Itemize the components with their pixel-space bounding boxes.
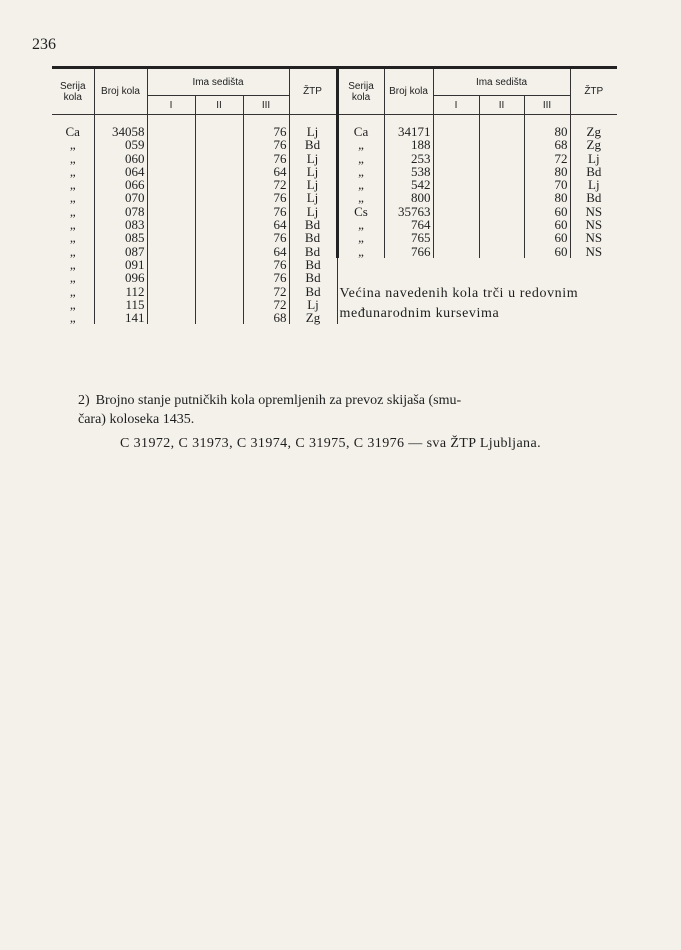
table-row	[52, 205, 617, 218]
right-class-ii-cell	[479, 191, 524, 204]
table-row	[52, 231, 617, 244]
left-ztp-cell: Bd	[289, 231, 337, 244]
left-ztp-cell: Bd	[289, 271, 337, 284]
left-broj-cell: 34058	[94, 125, 147, 138]
right-class-i-cell	[433, 191, 479, 204]
left-broj-cell: 087	[94, 245, 147, 258]
rolling-stock-table	[52, 66, 617, 324]
left-class-ii-cell	[195, 298, 243, 311]
left-serija-cell: „	[69, 217, 76, 233]
left-class-ii-cell	[195, 191, 243, 204]
right-serija-cell: „	[337, 245, 384, 258]
left-broj-cell: 064	[94, 165, 147, 178]
page-number: 236	[32, 36, 56, 53]
right-class-ii-cell	[479, 125, 524, 138]
left-ztp-cell: Lj	[289, 298, 337, 311]
spacer-cell	[479, 115, 524, 126]
right-ztp-cell: Zg	[570, 138, 617, 151]
right-class-iii-cell: 72	[524, 152, 570, 165]
left-class-iii-cell: 76	[243, 138, 289, 151]
left-serija-cell: „	[69, 283, 76, 299]
paragraph-skiers-cars	[78, 391, 618, 429]
header-ima-sedista-left: Ima sedišta	[147, 68, 289, 96]
right-serija-cell: „	[337, 178, 384, 191]
left-serija-cell: „	[69, 203, 76, 219]
right-class-i-cell	[433, 152, 479, 165]
right-ztp-cell: NS	[570, 218, 617, 231]
right-ztp-cell: NS	[570, 245, 617, 258]
left-ztp-cell: Zg	[289, 311, 337, 324]
left-serija-cell: „	[69, 243, 76, 259]
left-class-ii-cell	[195, 152, 243, 165]
left-class-i-cell	[147, 218, 195, 231]
left-broj-cell: 112	[94, 285, 147, 298]
right-serija-cell: „	[337, 218, 384, 231]
left-class-i-cell	[147, 271, 195, 284]
table-row	[52, 191, 617, 204]
left-serija-cell: „	[69, 270, 76, 286]
left-class-i-cell	[147, 231, 195, 244]
header-ztp-right: ŽTP	[570, 68, 617, 115]
right-broj-cell: 34171	[384, 125, 433, 138]
left-ztp-cell: Bd	[289, 245, 337, 258]
header-class-ii-right: II	[479, 96, 524, 115]
left-class-i-cell	[147, 245, 195, 258]
table-row	[52, 178, 617, 191]
spacer-cell	[195, 115, 243, 126]
header-serija-left: Serija kola	[52, 68, 94, 115]
header-class-iii-right: III	[524, 96, 570, 115]
right-serija-cell: „	[337, 165, 384, 178]
right-broj-cell: 800	[384, 191, 433, 204]
left-broj-cell: 059	[94, 138, 147, 151]
right-ztp-cell: Bd	[570, 165, 617, 178]
header-broj-right: Broj kola	[384, 68, 433, 115]
left-class-i-cell	[147, 258, 195, 271]
left-class-iii-cell: 76	[243, 125, 289, 138]
left-broj-cell: 083	[94, 218, 147, 231]
left-ztp-cell: Lj	[289, 152, 337, 165]
left-class-iii-cell: 76	[243, 231, 289, 244]
left-class-ii-cell	[195, 311, 243, 324]
right-class-i-cell	[433, 218, 479, 231]
left-serija-cell: „	[69, 150, 76, 166]
left-broj-cell: 085	[94, 231, 147, 244]
table-row	[52, 218, 617, 231]
left-serija-cell: „	[69, 230, 76, 246]
left-serija-cell: „	[69, 310, 76, 326]
left-class-i-cell	[147, 191, 195, 204]
right-broj-cell: 542	[384, 178, 433, 191]
header-class-i-left: I	[147, 96, 195, 115]
left-class-iii-cell: 76	[243, 191, 289, 204]
left-ztp-cell: Bd	[289, 138, 337, 151]
left-serija-cell: Ca	[65, 124, 80, 139]
right-serija-cell: „	[337, 138, 384, 151]
right-class-i-cell	[433, 125, 479, 138]
right-class-iii-cell: 60	[524, 231, 570, 244]
left-broj-cell: 078	[94, 205, 147, 218]
note-cell	[337, 258, 617, 324]
right-class-ii-cell	[479, 165, 524, 178]
left-ztp-cell: Lj	[289, 165, 337, 178]
right-serija-cell: Cs	[337, 205, 384, 218]
table-row	[52, 152, 617, 165]
left-ztp-cell: Bd	[289, 218, 337, 231]
left-class-ii-cell	[195, 165, 243, 178]
left-ztp-cell: Lj	[289, 125, 337, 138]
left-broj-cell: 070	[94, 191, 147, 204]
spacer-cell	[433, 115, 479, 126]
left-class-i-cell	[147, 298, 195, 311]
left-class-iii-cell: 64	[243, 218, 289, 231]
left-ztp-cell: Lj	[289, 178, 337, 191]
right-class-iii-cell: 60	[524, 245, 570, 258]
right-broj-cell: 253	[384, 152, 433, 165]
table-row	[52, 138, 617, 151]
left-class-ii-cell	[195, 258, 243, 271]
left-class-ii-cell	[195, 125, 243, 138]
left-class-i-cell	[147, 165, 195, 178]
right-class-ii-cell	[479, 231, 524, 244]
right-class-ii-cell	[479, 138, 524, 151]
right-ztp-cell: Zg	[570, 125, 617, 138]
right-class-iii-cell: 80	[524, 165, 570, 178]
table-body	[52, 115, 617, 325]
left-ztp-cell: Lj	[289, 191, 337, 204]
header-ztp-left: ŽTP	[289, 68, 337, 115]
left-ztp-cell: Bd	[289, 285, 337, 298]
right-class-iii-cell: 70	[524, 178, 570, 191]
left-serija-cell: „	[69, 190, 76, 206]
right-class-i-cell	[433, 231, 479, 244]
left-class-i-cell	[147, 125, 195, 138]
header-class-i-right: I	[433, 96, 479, 115]
header-class-ii-left: II	[195, 96, 243, 115]
right-class-i-cell	[433, 245, 479, 258]
right-class-ii-cell	[479, 218, 524, 231]
header-ima-sedista-right: Ima sedišta	[433, 68, 570, 96]
header-serija-right: Serija kola	[337, 68, 384, 115]
right-broj-cell: 764	[384, 218, 433, 231]
left-serija-cell: „	[69, 177, 76, 193]
left-class-iii-cell: 72	[243, 285, 289, 298]
right-serija-cell: Ca	[337, 125, 384, 138]
table-row	[52, 125, 617, 138]
left-broj-cell: 141	[94, 311, 147, 324]
right-class-ii-cell	[479, 245, 524, 258]
left-class-i-cell	[147, 138, 195, 151]
left-class-iii-cell: 72	[243, 298, 289, 311]
right-ztp-cell: Lj	[570, 178, 617, 191]
left-class-ii-cell	[195, 285, 243, 298]
left-serija-cell: „	[69, 296, 76, 312]
skier-car-list: C 31972, C 31973, C 31974, C 31975, C 31976 — sva ŽTP Ljubljana.	[120, 436, 541, 451]
left-broj-cell: 091	[94, 258, 147, 271]
left-class-i-cell	[147, 311, 195, 324]
left-class-ii-cell	[195, 231, 243, 244]
left-broj-cell: 060	[94, 152, 147, 165]
right-ztp-cell: Bd	[570, 191, 617, 204]
table-row	[52, 165, 617, 178]
right-broj-cell: 538	[384, 165, 433, 178]
left-class-ii-cell	[195, 178, 243, 191]
right-serija-cell: „	[337, 191, 384, 204]
left-class-ii-cell	[195, 245, 243, 258]
table-row	[52, 258, 617, 271]
left-class-iii-cell: 68	[243, 311, 289, 324]
left-class-iii-cell: 72	[243, 178, 289, 191]
paragraph-number: 2)	[78, 393, 90, 408]
left-class-iii-cell: 64	[243, 245, 289, 258]
left-class-i-cell	[147, 205, 195, 218]
left-class-iii-cell: 76	[243, 271, 289, 284]
right-class-iii-cell: 68	[524, 138, 570, 151]
left-class-ii-cell	[195, 138, 243, 151]
right-class-iii-cell: 80	[524, 191, 570, 204]
header-class-iii-left: III	[243, 96, 289, 115]
left-class-i-cell	[147, 285, 195, 298]
left-class-ii-cell	[195, 271, 243, 284]
left-serija-cell: „	[69, 137, 76, 153]
right-class-i-cell	[433, 205, 479, 218]
rolling-stock-table-wrap	[52, 66, 617, 324]
right-class-i-cell	[433, 165, 479, 178]
left-ztp-cell: Bd	[289, 258, 337, 271]
left-ztp-cell: Lj	[289, 205, 337, 218]
left-class-ii-cell	[195, 218, 243, 231]
left-broj-cell: 115	[94, 298, 147, 311]
left-class-iii-cell: 64	[243, 165, 289, 178]
right-class-ii-cell	[479, 178, 524, 191]
right-serija-cell: „	[337, 231, 384, 244]
right-class-i-cell	[433, 138, 479, 151]
left-class-iii-cell: 76	[243, 205, 289, 218]
left-serija-cell: „	[69, 256, 76, 272]
paragraph-line-1: Brojno stanje putničkih kola opremljenih za prevoz skijaša (smu-	[95, 393, 462, 408]
right-class-iii-cell: 60	[524, 205, 570, 218]
left-class-ii-cell	[195, 205, 243, 218]
right-ztp-cell: NS	[570, 231, 617, 244]
right-class-ii-cell	[479, 205, 524, 218]
right-broj-cell: 766	[384, 245, 433, 258]
right-class-iii-cell: 80	[524, 125, 570, 138]
table-note: Većina navedenih kola trči u redovnim međunarodnim kursevima	[339, 286, 579, 322]
right-class-iii-cell: 60	[524, 218, 570, 231]
left-class-iii-cell: 76	[243, 152, 289, 165]
left-broj-cell: 066	[94, 178, 147, 191]
left-serija-cell: „	[69, 163, 76, 179]
left-class-i-cell	[147, 178, 195, 191]
right-ztp-cell: Lj	[570, 152, 617, 165]
left-class-iii-cell: 76	[243, 258, 289, 271]
right-serija-cell: „	[337, 152, 384, 165]
left-broj-cell: 096	[94, 271, 147, 284]
right-ztp-cell: NS	[570, 205, 617, 218]
left-class-i-cell	[147, 152, 195, 165]
spacer-cell	[147, 115, 195, 126]
right-class-i-cell	[433, 178, 479, 191]
table-row	[52, 245, 617, 258]
right-broj-cell: 35763	[384, 205, 433, 218]
right-broj-cell: 188	[384, 138, 433, 151]
paragraph-line-2: čara) koloseka 1435.	[78, 412, 195, 427]
right-class-ii-cell	[479, 152, 524, 165]
right-broj-cell: 765	[384, 231, 433, 244]
header-broj-left: Broj kola	[94, 68, 147, 115]
